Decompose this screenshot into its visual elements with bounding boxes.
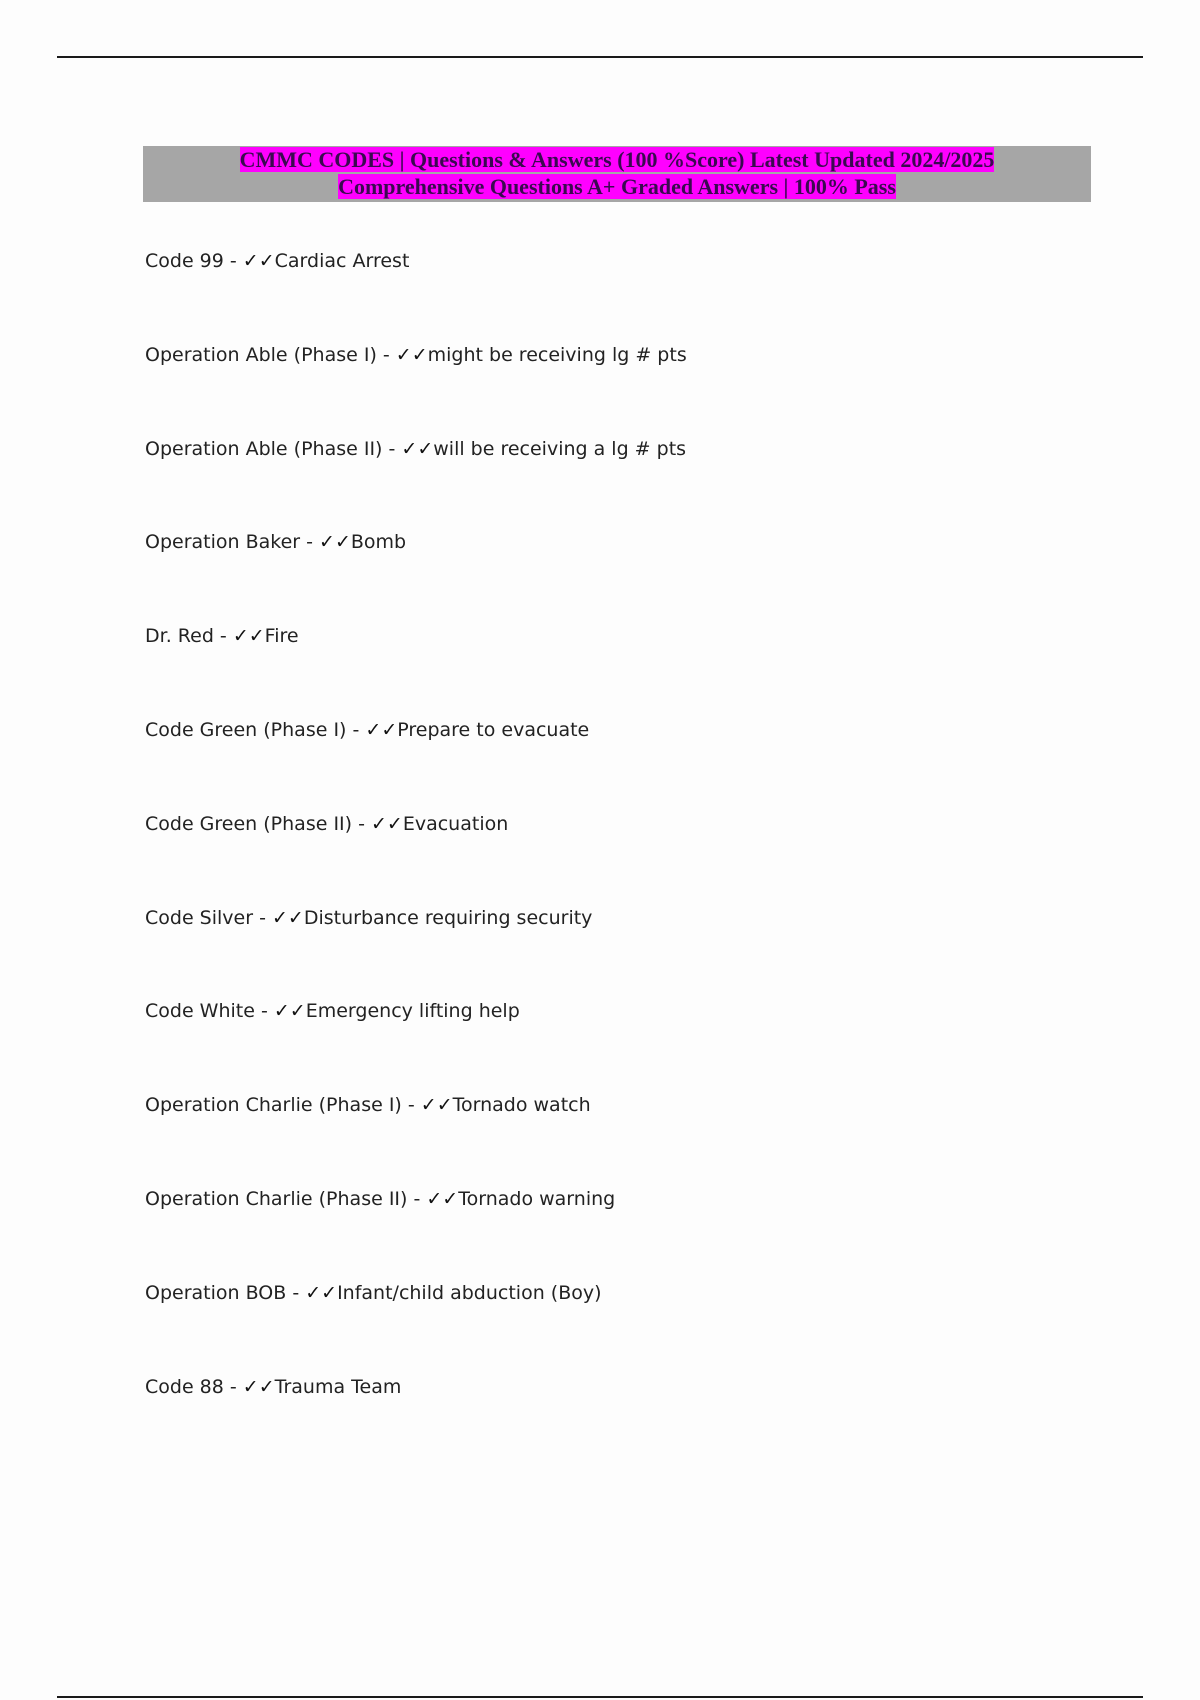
qa-separator bbox=[224, 1376, 243, 1398]
qa-separator bbox=[382, 438, 401, 460]
qa-separator bbox=[255, 1000, 274, 1022]
list-item bbox=[145, 248, 687, 342]
qa-separator bbox=[346, 719, 365, 741]
qa-answer: Infant/child abduction (Boy) bbox=[337, 1281, 602, 1304]
list-item bbox=[145, 1186, 687, 1280]
qa-separator bbox=[224, 250, 243, 272]
check-mark-icon: ✓✓ bbox=[271, 906, 304, 929]
title-line-1 bbox=[143, 146, 1091, 173]
list-item bbox=[145, 342, 687, 436]
qa-separator bbox=[253, 907, 272, 929]
qa-term: Operation Baker bbox=[145, 531, 301, 554]
check-mark-icon: ✓✓ bbox=[365, 718, 398, 741]
header-rule bbox=[57, 56, 1143, 58]
qa-separator bbox=[377, 344, 396, 366]
qa-separator bbox=[352, 813, 371, 835]
qa-answer: Tornado watch bbox=[452, 1094, 591, 1117]
list-item bbox=[145, 998, 687, 1092]
qa-answer: Prepare to evacuate bbox=[397, 718, 590, 741]
qa-term: Operation BOB bbox=[145, 1281, 287, 1304]
qa-answer: Emergency lifting help bbox=[305, 1000, 520, 1023]
check-mark-icon: ✓✓ bbox=[273, 1000, 306, 1023]
qa-term: Code 88 bbox=[145, 1375, 224, 1398]
qa-answer: Fire bbox=[264, 625, 299, 648]
list-item bbox=[145, 811, 687, 905]
qa-term: Code Green (Phase I) bbox=[145, 718, 347, 741]
qa-separator bbox=[214, 625, 233, 647]
list-item bbox=[145, 1374, 687, 1468]
qa-term: Operation Able (Phase I) bbox=[145, 343, 377, 366]
qa-separator bbox=[300, 531, 319, 553]
qa-separator bbox=[407, 1188, 426, 1210]
list-item bbox=[145, 436, 687, 530]
check-mark-icon: ✓✓ bbox=[395, 343, 428, 366]
list-item bbox=[145, 905, 687, 999]
title-line-2 bbox=[143, 173, 1091, 200]
qa-list bbox=[145, 248, 687, 1467]
check-mark-icon: ✓✓ bbox=[426, 1187, 459, 1210]
check-mark-icon: ✓✓ bbox=[371, 812, 403, 835]
qa-answer: might be receiving lg # pts bbox=[427, 343, 687, 366]
qa-term: Code Green (Phase II) bbox=[145, 812, 353, 835]
check-mark-icon: ✓✓ bbox=[242, 1375, 275, 1398]
qa-term: Code Silver bbox=[145, 906, 254, 929]
list-item bbox=[145, 1280, 687, 1374]
title-banner bbox=[143, 146, 1091, 202]
list-item bbox=[145, 717, 687, 811]
qa-separator bbox=[402, 1094, 421, 1116]
list-item bbox=[145, 529, 687, 623]
qa-separator bbox=[286, 1282, 305, 1304]
qa-answer: Cardiac Arrest bbox=[274, 250, 410, 272]
title-highlight-2: Comprehensive Questions A+ Graded Answers | 100% Pass bbox=[338, 174, 896, 199]
check-mark-icon: ✓✓ bbox=[242, 250, 275, 272]
qa-answer: will be receiving a lg # pts bbox=[433, 437, 687, 460]
qa-term: Operation Able (Phase II) bbox=[145, 437, 383, 460]
qa-answer: Bomb bbox=[350, 531, 407, 554]
qa-term: Operation Charlie (Phase II) bbox=[145, 1187, 408, 1210]
check-mark-icon: ✓✓ bbox=[401, 437, 434, 460]
list-item bbox=[145, 623, 687, 717]
qa-term: Code 99 bbox=[145, 250, 224, 272]
qa-term: Dr. Red bbox=[145, 625, 214, 648]
qa-answer: Evacuation bbox=[402, 812, 509, 835]
qa-answer: Tornado warning bbox=[458, 1187, 616, 1210]
check-mark-icon: ✓✓ bbox=[319, 531, 351, 554]
qa-term: Operation Charlie (Phase I) bbox=[145, 1094, 402, 1117]
qa-answer: Disturbance requiring security bbox=[303, 906, 593, 929]
check-mark-icon: ✓✓ bbox=[420, 1094, 453, 1117]
check-mark-icon: ✓✓ bbox=[305, 1281, 338, 1304]
qa-answer: Trauma Team bbox=[274, 1375, 402, 1398]
title-highlight-1: CMMC CODES | Questions & Answers (100 %Score) Latest Updated 2024/2025 bbox=[239, 147, 995, 172]
check-mark-icon: ✓✓ bbox=[232, 625, 265, 648]
qa-term: Code White bbox=[145, 1000, 255, 1023]
list-item bbox=[145, 1092, 687, 1186]
footer-rule bbox=[57, 1696, 1143, 1698]
